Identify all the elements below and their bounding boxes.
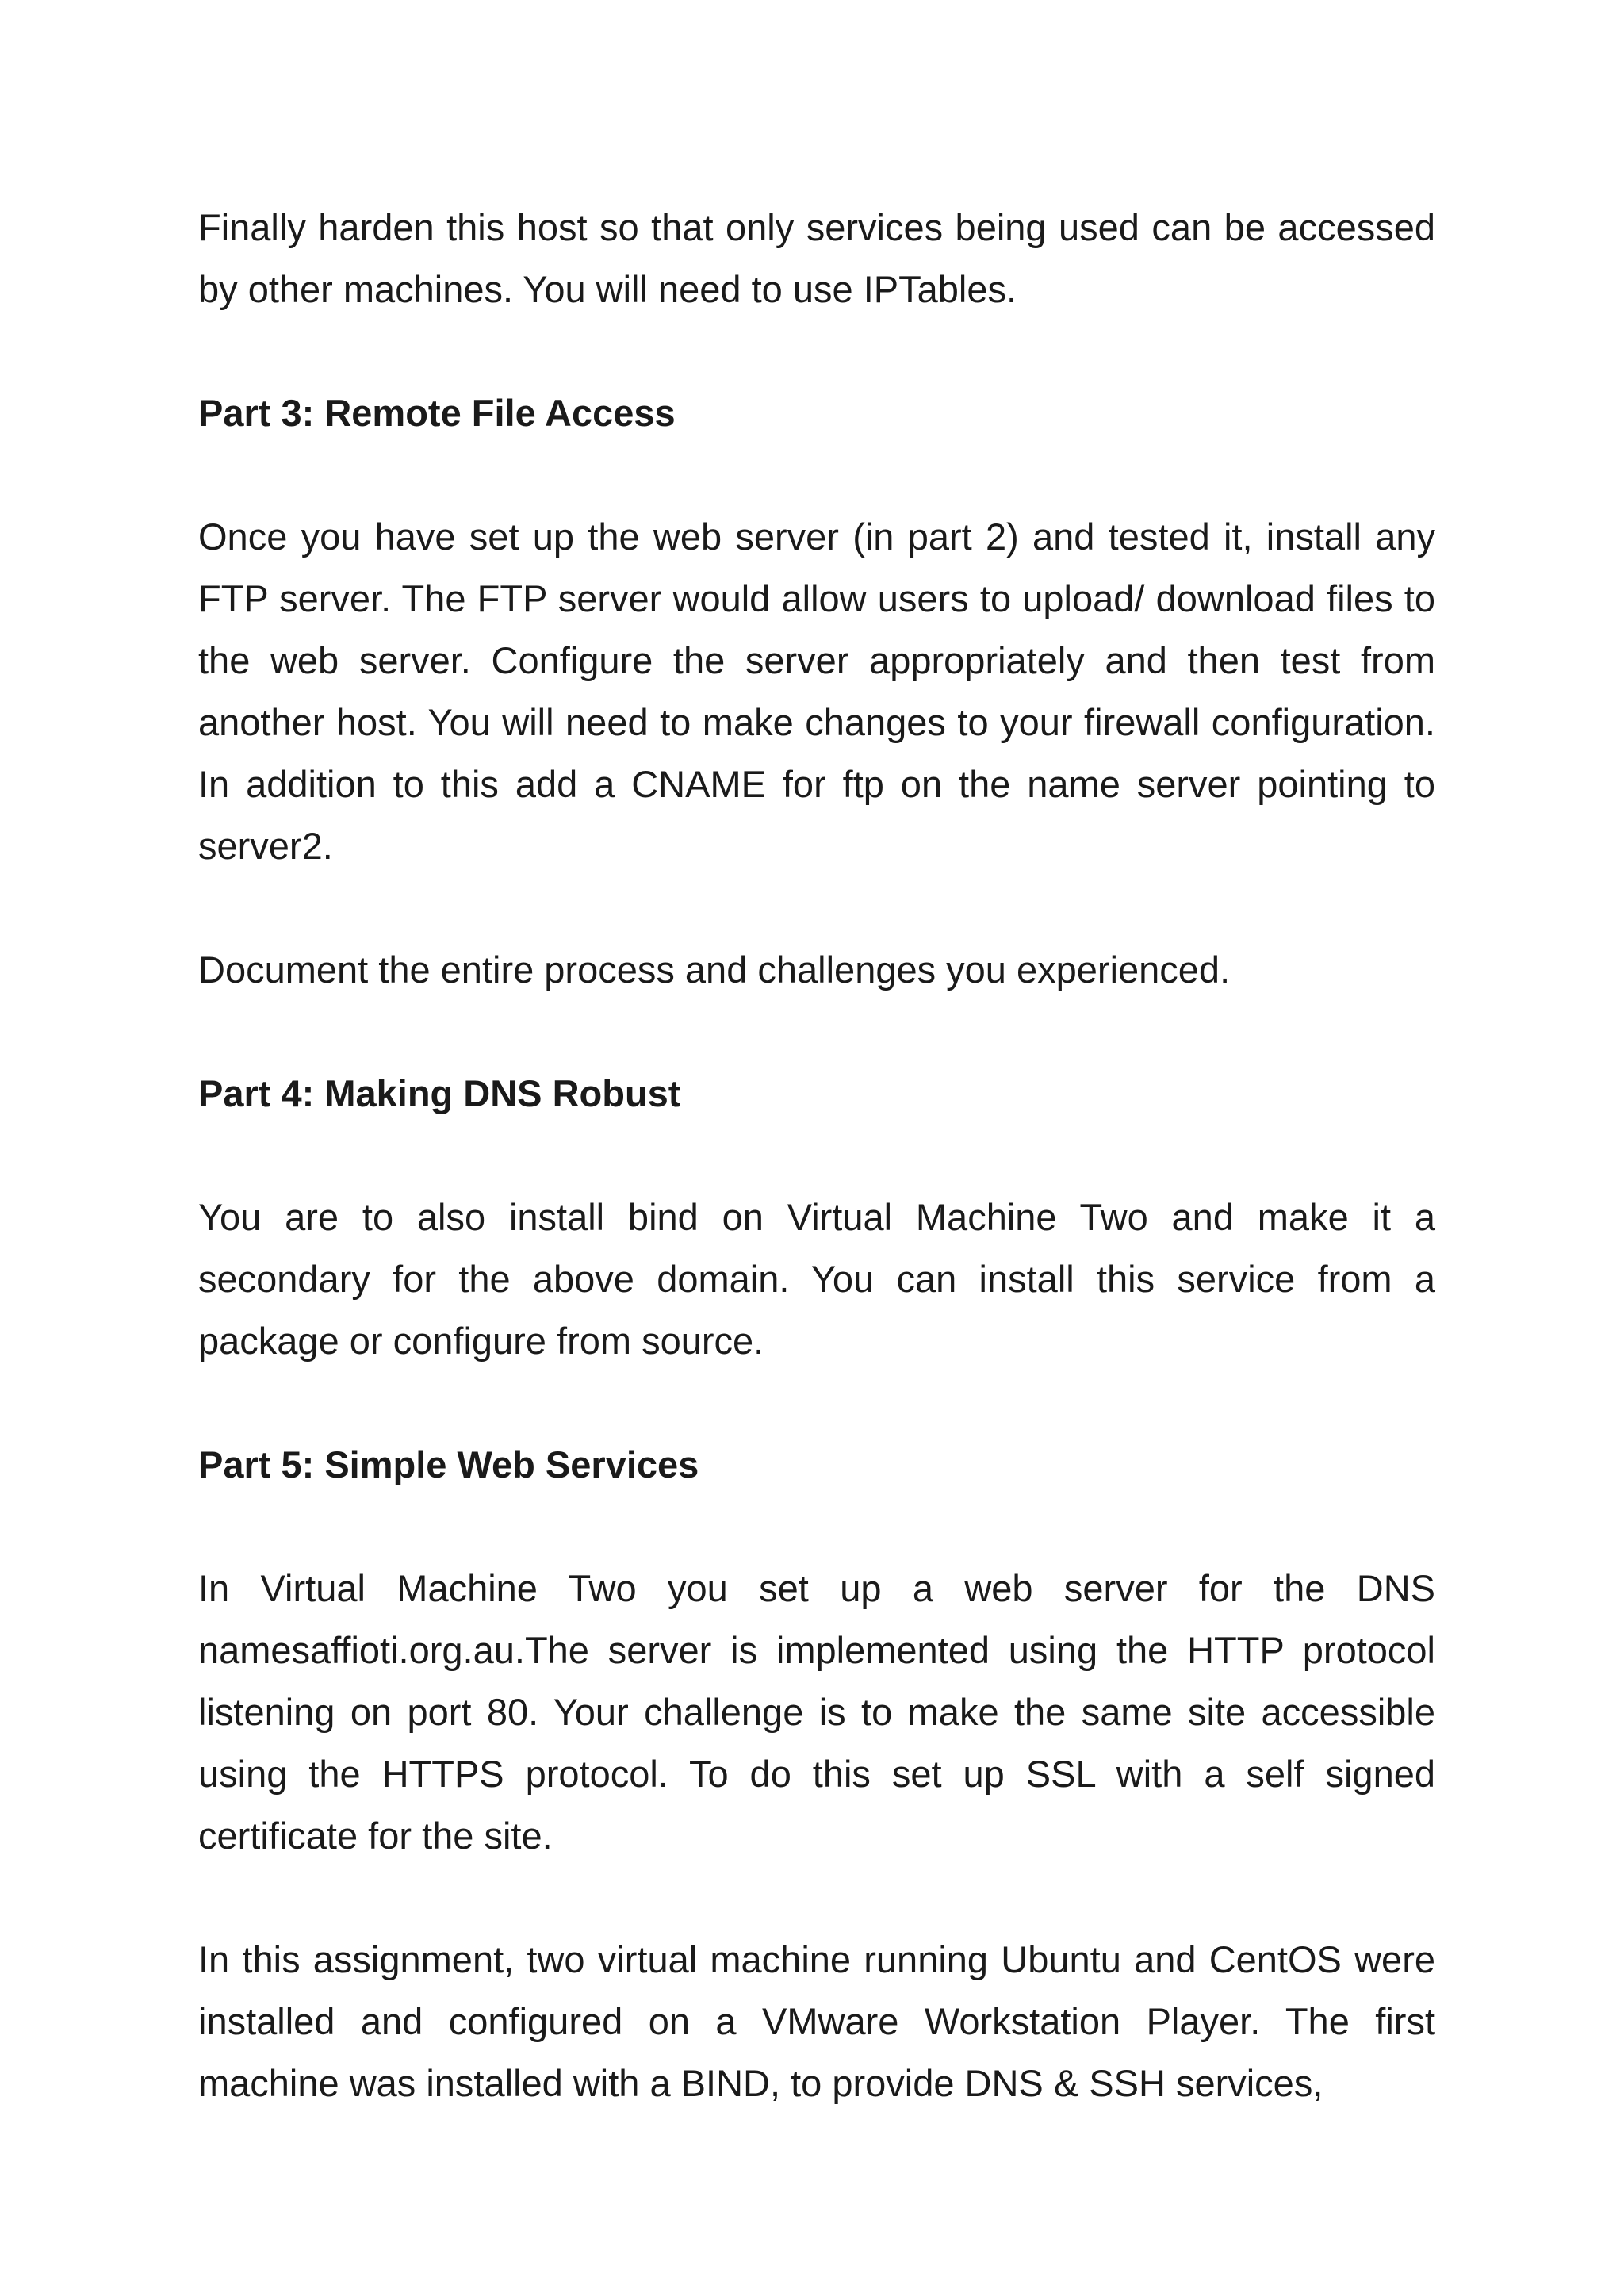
paragraph-ftp-server: Once you have set up the web server (in part 2) and tested it, install any FTP server. The FTP server would allow users to upload/ download files to the web server. Configure the server appropriately and then test from another host. You will need to make changes to your firewall configuration. In addition to this add a CNAME for ftp on the name server pointing to server2. [198, 516, 1435, 867]
paragraph-https-ssl: In Virtual Machine Two you set up a web server for the DNS namesaffioti.org.au.The server is implemented using the HTTP protocol listening on port 80. Your challenge is to make the same site accessible using the HTTPS protocol. To do this set up SSL with a self signed certificate for the site. [198, 1567, 1435, 1857]
heading-part-3: Part 3: Remote File Access [198, 392, 676, 434]
document-body [198, 197, 1435, 2114]
paragraph-document-process: Document the entire process and challenges you experienced. [198, 949, 1231, 991]
heading-part-4: Part 4: Making DNS Robust [198, 1072, 681, 1114]
paragraph-harden-host: Finally harden this host so that only services being used can be accessed by other machines. You will need to use IPTables. [198, 206, 1435, 310]
paragraph-secondary-dns: You are to also install bind on Virtual Machine Two and make it a secondary for the above domain. You can install this service from a package or configure from source. [198, 1196, 1435, 1362]
heading-part-5: Part 5: Simple Web Services [198, 1443, 699, 1485]
paragraph-assignment-intro: In this assignment, two virtual machine running Ubuntu and CentOS were installed and configured on a VMware Workstation Player. The first machine was installed with a BIND, to provide DNS & SSH services, [198, 1938, 1435, 2104]
